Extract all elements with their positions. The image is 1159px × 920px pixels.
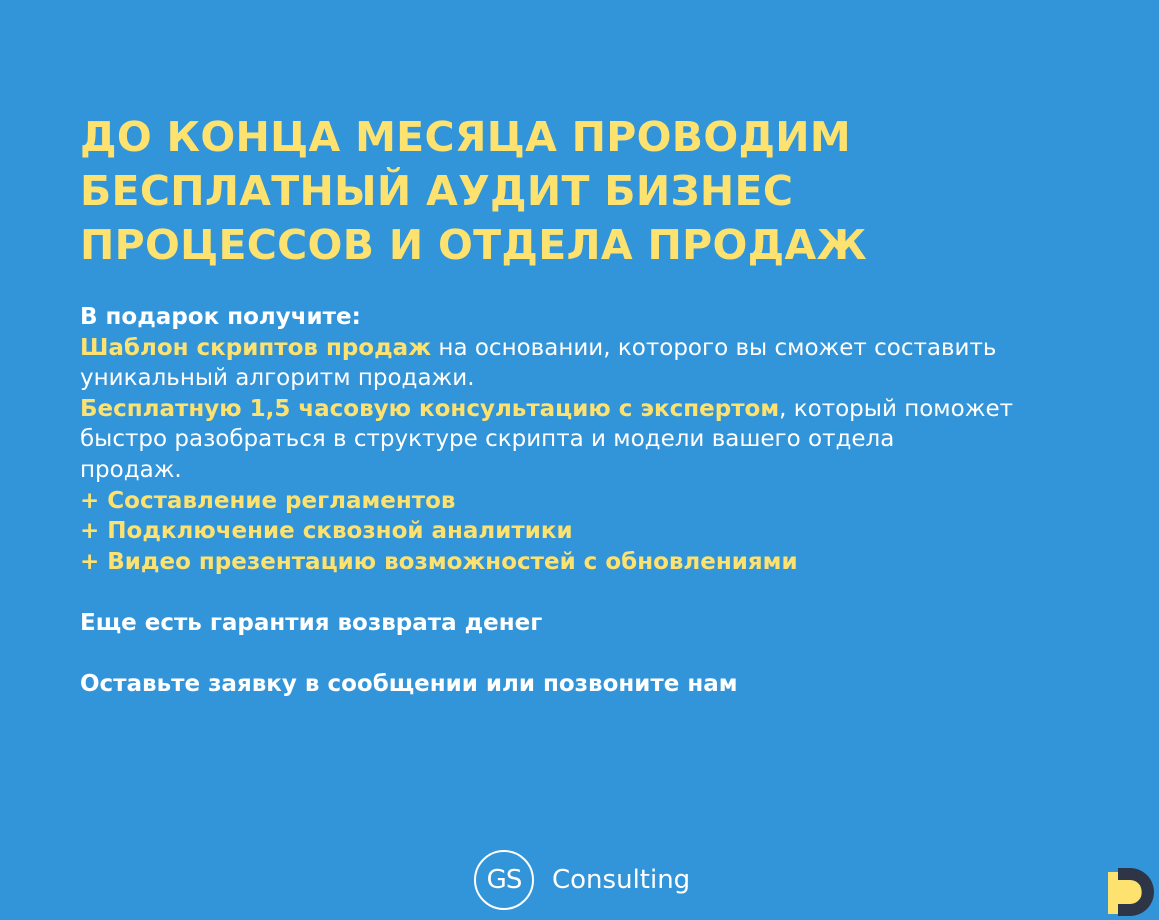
gift-item-consultation-desc-b: быстро разобраться в структуре скрипта и модели вашего отдела (80, 426, 895, 453)
extra-item-video: + Видео презентацию возможностей с обновлениями (80, 548, 798, 575)
gift-item-consultation-desc-a: , который поможет (779, 395, 1013, 422)
spacer (80, 639, 1080, 670)
guarantee-text: Еще есть гарантия возврата денег (80, 609, 543, 636)
spacer (80, 577, 1080, 608)
gs-logo-text: Consulting (552, 865, 691, 895)
gift-item-script-template-desc-a: на основании, которого вы сможет составить (431, 334, 997, 361)
gs-logo-mark: GS (474, 850, 534, 910)
extra-item-regulations: + Составление регламентов (80, 487, 456, 514)
headline-line-2: БЕСПЛАТНЫЙ АУДИТ БИЗНЕС (80, 167, 794, 215)
gift-item-script-template-title: Шаблон скриптов продаж (80, 334, 432, 361)
gift-item-script-template (80, 333, 1080, 364)
gift-item-consultation-title: Бесплатную 1,5 часовую консультацию с экспертом (80, 395, 780, 422)
gs-consulting-logo (474, 847, 690, 913)
offer-body (80, 302, 1080, 700)
extra-item-analytics: + Подключение сквозной аналитики (80, 518, 573, 545)
headline (80, 110, 1080, 272)
headline-line-3: ПРОЦЕССОВ И ОТДЕЛА ПРОДАЖ (80, 221, 867, 269)
gift-item-script-template-desc-b: уникальный алгоритм продажи. (80, 365, 475, 392)
gift-intro: В подарок получите: (80, 304, 361, 330)
brand-corner-logo-icon (1104, 864, 1156, 918)
call-to-action: Оставьте заявку в сообщении или позвоните нам (80, 671, 738, 698)
headline-line-1: ДО КОНЦА МЕСЯЦА ПРОВОДИМ (80, 113, 852, 161)
gift-item-consultation-desc-c: продаж. (80, 456, 182, 483)
gift-item-consultation (80, 394, 1080, 425)
